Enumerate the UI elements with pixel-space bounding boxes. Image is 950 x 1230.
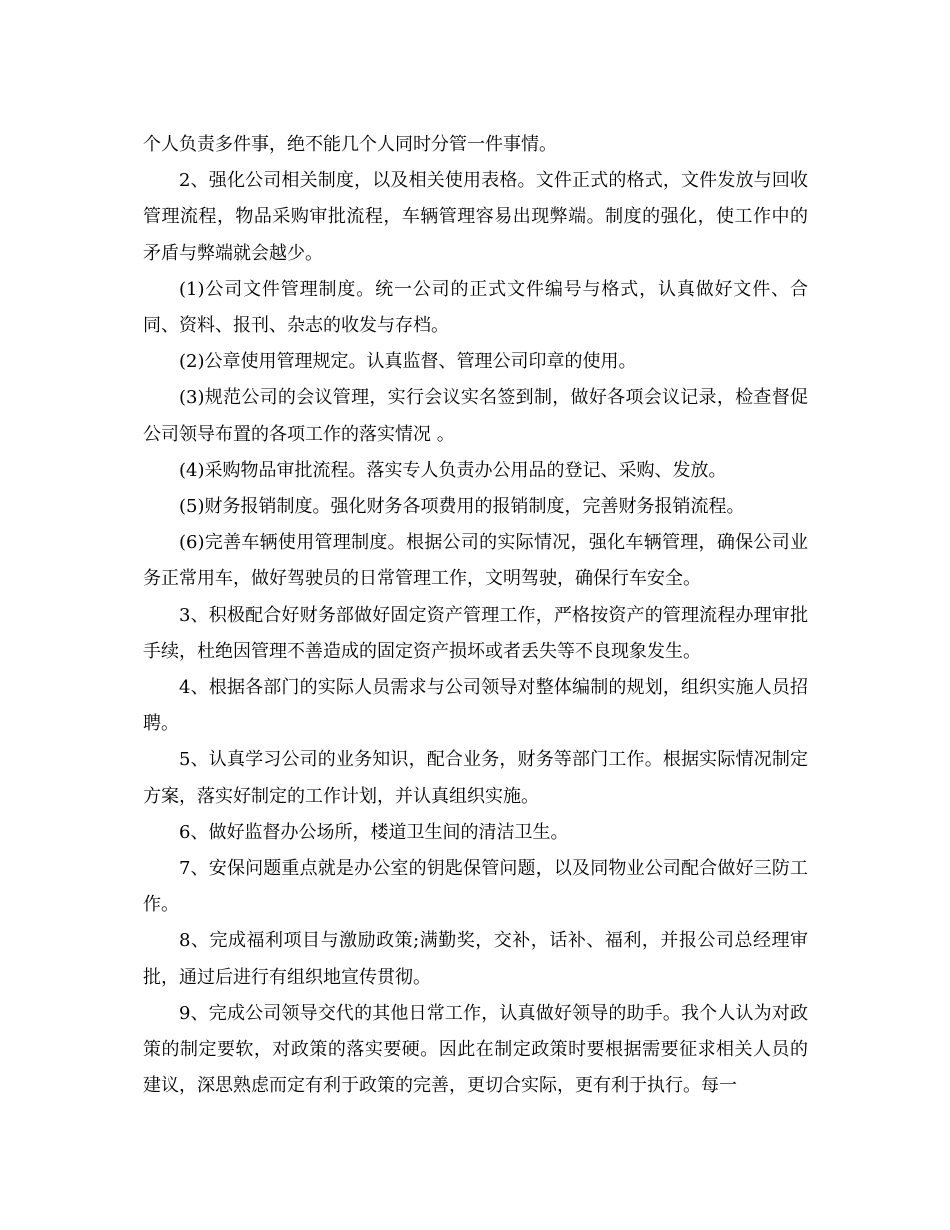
paragraph-item-3: 3、积极配合好财务部做好固定资产管理工作，严格按资产的管理流程办理审批手续，杜绝因管理不善造成的固定资产损坏或者丢失等不良现象发生。 [143,604,808,662]
paragraph-item-5: 5、认真学习公司的业务知识，配合业务，财务等部门工作。根据实际情况制定方案，落实好制定的工作计划，并认真组织实施。 [143,749,808,807]
paragraph-subitem-2: (2)公章使用管理规定。认真监督、管理公司印章的使用。 [179,351,637,373]
paragraph-item-2: 2、强化公司相关制度，以及相关使用表格。文件正式的格式，文件发放与回收管理流程，物品采购审批流程，车辆管理容易出现弊端。制度的强化，使工作中的矛盾与弊端就会越少。 [143,170,808,264]
paragraph-subitem-4: (4)采购物品审批流程。落实专人负责办公用品的登记、采购、发放。 [179,459,727,481]
paragraph-item-6: 6、做好监督办公场所，楼道卫生间的清洁卫生。 [179,821,569,843]
paragraph-item-9: 9、完成公司领导交代的其他日常工作，认真做好领导的助手。我个人认为对政策的制定要软，对政策的落实要硬。因此在制定政策时要根据需要征求相关人员的建议，深思熟虑而定有利于政策的完善，更切合实际，更有利于执行。每一 [143,1002,808,1097]
document-body [143,127,808,1104]
paragraph-subitem-5: (5)财务报销制度。强化财务各项费用的报销制度，完善财务报销流程。 [179,496,745,518]
paragraph-subitem-3: (3)规范公司的会议管理，实行会议实名签到制，做好各项会议记录，检查督促公司领导布置的各项工作的落实情况 。 [143,387,808,445]
paragraph-item-8: 8、完成福利项目与激励政策;满勤奖，交补，话补、福利，并报公司总经理审批，通过后进行有组织地宣传贯彻。 [143,930,808,988]
paragraph-item-4: 4、根据各部门的实际人员需求与公司领导对整体编制的规划，组织实施人员招聘。 [143,677,808,735]
paragraph-item-7: 7、安保问题重点就是办公室的钥匙保管问题，以及同物业公司配合做好三防工作。 [143,858,808,916]
paragraph-subitem-6: (6)完善车辆使用管理制度。根据公司的实际情况，强化车辆管理，确保公司业务正常用车，做好驾驶员的日常管理工作，文明驾驶，确保行车安全。 [143,532,808,590]
paragraph-continuation: 个人负责多件事，绝不能几个人同时分管一件事情。 [143,134,557,155]
paragraph-subitem-1: (1)公司文件管理制度。统一公司的正式文件编号与格式，认真做好文件、合同、资料、报刊、杂志的收发与存档。 [143,278,808,337]
